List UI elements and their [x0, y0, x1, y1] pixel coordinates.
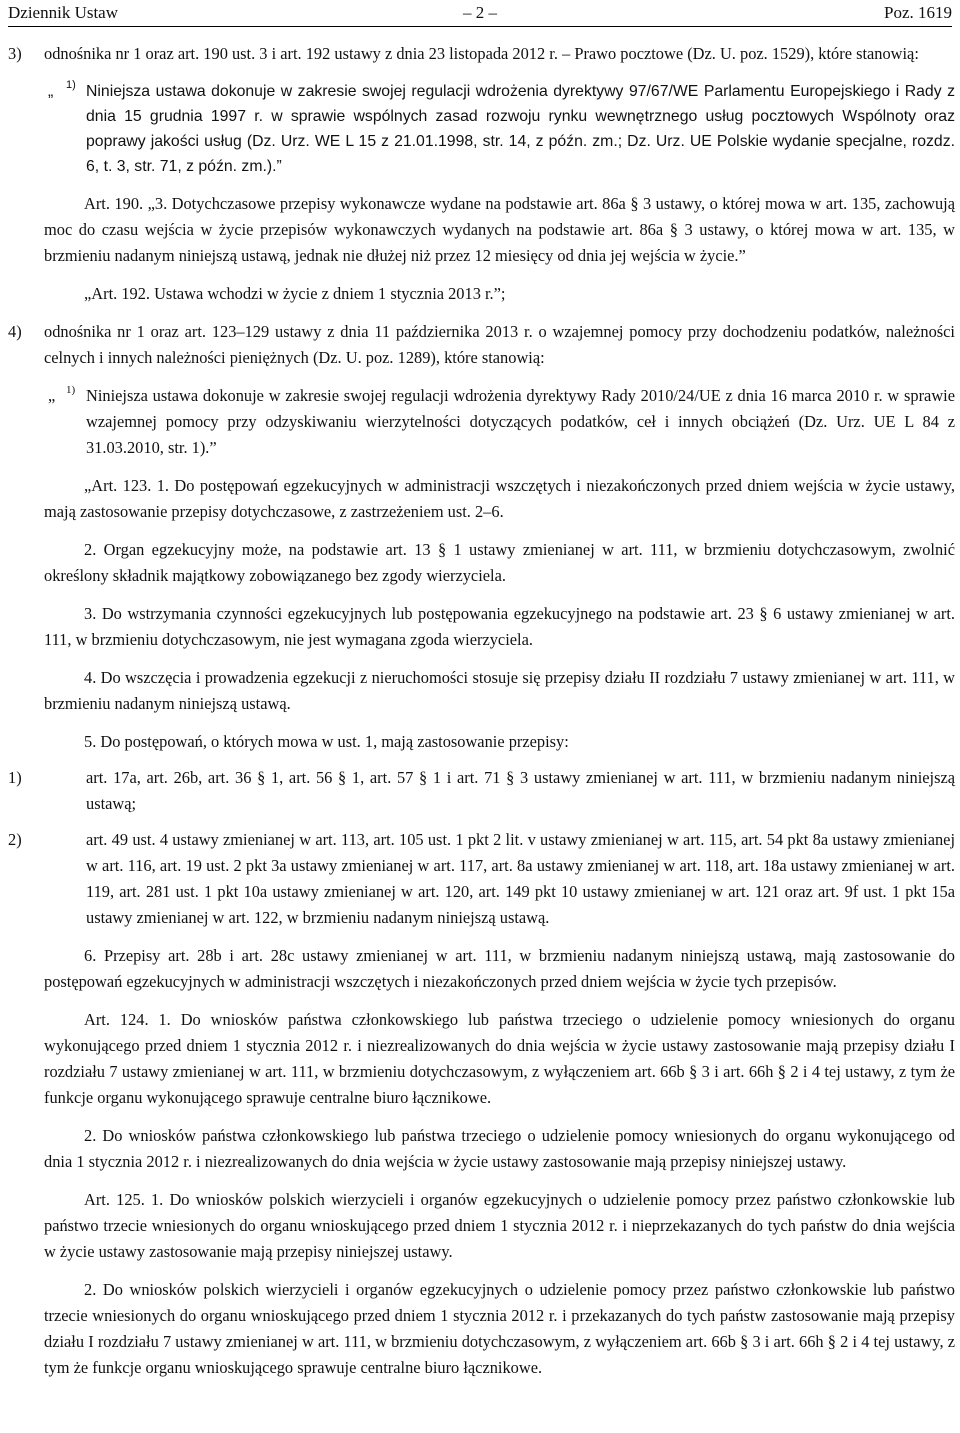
- list-item-4: [8, 319, 955, 371]
- opening-quote: „: [48, 83, 54, 100]
- article-paragraph: Art. 190. „3. Dotychczasowe przepisy wykonawcze wydane na podstawie art. 86a § 3 ustawy, o której mowa w art. 135, zachowują moc do czasu wejścia w życie przepisów wykonawczych wydanych na podstawie art. 86a § 3 ustawy, o której mowa w art. 135, w brzmieniu nadanym niniejszą ustawą, jednak nie dłużej niż przez 12 miesięcy od dnia jej wejścia w życie.”: [44, 194, 955, 265]
- article-block: [8, 943, 955, 1381]
- sub-item-text: art. 49 ust. 4 ustawy zmienianej w art. 113, art. 105 ust. 1 pkt 2 lit. v ustawy zmienianej w art. 115, art. 54 pkt 8a ustawy zmienianej w art. 116, art. 19 ust. 2 pkt 3a ustawy zmienianej w art. 117, art. 8a ustawy zmienianej w art. 118, art. 18a ustawy zmienianej w art. 119, art. 281 ust. 1 pkt 10a ustawy zmienianej w art. 120, art. 149 pkt 10 ustawy zmienianej w art. 121 oraz art. 9f ust. 1 pkt 15a ustawy zmienianej w art. 122, w brzmieniu nadanym niniejszą ustawą.: [86, 830, 955, 927]
- position-number: Poz. 1619: [884, 3, 952, 22]
- footnote-marker: 1): [66, 79, 76, 91]
- article-block: [8, 191, 955, 307]
- list-item-3: [8, 41, 955, 67]
- article-block: [8, 473, 955, 755]
- article-paragraph: 6. Przepisy art. 28b i art. 28c ustawy zmienianej w art. 111, w brzmieniu nadanym niniejszą ustawą, mają zastosowanie do postępowań egzekucyjnych w administracji wszczętych i niezakończonych przed dniem wejścia w życie tych przepisów.: [44, 946, 955, 991]
- footnote-text: Niniejsza ustawa dokonuje w zakresie swojej regulacji wdrożenia dyrektywy Rady 2010/24/UE z dnia 16 marca 2010 r. w sprawie wzajemnej pomocy przy odzyskiwaniu wierzytelności dotyczących podatków, ceł i innych obciążeń (Dz. Urz. UE L 84 z 31.03.2010, str. 1).”: [86, 386, 955, 457]
- item-text: odnośnika nr 1 oraz art. 190 ust. 3 i art. 192 ustawy z dnia 23 listopada 2012 r. – Prawo pocztowe (Dz. U. poz. 1529), które stanowią:: [44, 44, 919, 63]
- opening-quote: „: [48, 386, 56, 405]
- sub-item-number: 1): [8, 768, 22, 787]
- footnote-quote: [8, 383, 955, 461]
- header-rule: [8, 26, 952, 27]
- article-paragraph: „Art. 123. 1. Do postępowań egzekucyjnych w administracji wszczętych i niezakończonych przed dniem wejścia w życie ustawy, mają zastosowanie przepisy dotychczasowe, z zastrzeżeniem ust. 2–6.: [44, 476, 955, 521]
- sub-item-2: [8, 827, 955, 931]
- footnote-text: Niniejsza ustawa dokonuje w zakresie swojej regulacji wdrożenia dyrektywy 97/67/WE Parlamentu Europejskiego i Rady z dnia 15 grudnia 1997 r. w sprawie wspólnych zasad rozwoju rynku wewnętrznego usług pocztowych Wspólnoty oraz poprawy jakości usług (Dz. Urz. WE L 15 z 21.01.1998, str. 14, z późn. zm.; Dz. Urz. UE Polskie wydanie specjalne, rozdz. 6, t. 3, str. 71, z późn. zm.).”: [86, 83, 955, 175]
- journal-title: Dziennik Ustaw: [8, 3, 119, 22]
- article-paragraph: 4. Do wszczęcia i prowadzenia egzekucji z nieruchomości stosuje się przepisy działu II rozdziału 7 ustawy zmienianej w art. 111, w brzmieniu nadanym niniejszą ustawą.: [44, 668, 955, 713]
- article-paragraph: 3. Do wstrzymania czynności egzekucyjnych lub postępowania egzekucyjnego na podstawie art. 23 § 6 ustawy zmienianej w art. 111, w brzmieniu dotychczasowym, nie jest wymagana zgoda wierzyciela.: [44, 604, 955, 649]
- article-paragraph: 5. Do postępowań, o których mowa w ust. 1, mają zastosowanie przepisy:: [84, 732, 569, 751]
- article-paragraph: „Art. 192. Ustawa wchodzi w życie z dniem 1 stycznia 2013 r.”;: [84, 284, 506, 303]
- sub-item-number: 2): [8, 830, 22, 849]
- item-number: 4): [8, 322, 22, 341]
- item-text: odnośnika nr 1 oraz art. 123–129 ustawy z dnia 11 października 2013 r. o wzajemnej pomocy przy dochodzeniu podatków, należności celnych i innych należności pieniężnych (Dz. U. poz. 1289), które stanowią:: [44, 322, 955, 367]
- article-paragraph: Art. 124. 1. Do wniosków państwa członkowskiego lub państwa trzeciego o udzielenie pomocy wniesionych do organu wykonującego przed dniem 1 stycznia 2012 r. i niezrealizowanych do dnia wejścia w życie ustawy zastosowanie mają przepisy działu I rozdziału 7 ustawy zmienianej w art. 111, w brzmieniu dotychczasowym, z wyłączeniem art. 66b § 3 i art. 66h § 2 i 4 tej ustawy, z tym że funkcje organu wykonującego sprawuje centralne biuro łącznikowe.: [44, 1010, 955, 1107]
- article-paragraph: 2. Do wniosków państwa członkowskiego lub państwa trzeciego o udzielenie pomocy wniesionych do organu wykonującego od dnia 1 stycznia 2012 r. i niezrealizowanych do dnia wejścia w życie ustawy zastosowanie mają przepisy niniejszej ustawy.: [44, 1126, 955, 1171]
- document-body: [8, 41, 955, 1381]
- item-number: 3): [8, 44, 22, 63]
- article-paragraph: Art. 125. 1. Do wniosków polskich wierzycieli i organów egzekucyjnych o udzielenie pomocy przez państwo członkowskie lub państwo trzecie wniesionych do organu wnioskującego przed dniem 1 stycznia 2012 r. i nieprzekazanych do tych państw do dnia wejścia w życie ustawy zastosowanie mają przepisy niniejszej ustawy.: [44, 1190, 955, 1261]
- footnote-marker: 1): [66, 384, 76, 396]
- sub-item-1: [8, 765, 955, 817]
- page-number: – 2 –: [463, 3, 497, 22]
- sub-item-text: art. 17a, art. 26b, art. 36 § 1, art. 56 § 1, art. 57 § 1 i art. 71 § 3 ustawy zmienianej w art. 111, w brzmieniu nadanym niniejszą ustawą;: [86, 768, 955, 813]
- article-paragraph: 2. Organ egzekucyjny może, na podstawie art. 13 § 1 ustawy zmienianej w art. 111, w brzmieniu dotychczasowym, zwolnić określony składnik majątkowy zobowiązanego bez zgody wierzyciela.: [44, 540, 955, 585]
- article-paragraph: 2. Do wniosków polskich wierzycieli i organów egzekucyjnych o udzielenie pomocy przez państwo członkowskie lub państwo trzecie wniesionych do organu wnioskującego przed dniem 1 stycznia 2012 r. i przekazanych do tych państw zastosowanie mają przepisy działu I rozdziału 7 ustawy zmienianej w art. 111, w brzmieniu dotychczasowym, z wyłączeniem art. 66b § 3 i art. 66h § 2 i 4 tej ustawy, z tym że funkcje organu wnioskującego sprawuje centralne biuro łącznikowe.: [44, 1280, 955, 1377]
- footnote-quote: [8, 79, 955, 179]
- page-header: [8, 0, 952, 24]
